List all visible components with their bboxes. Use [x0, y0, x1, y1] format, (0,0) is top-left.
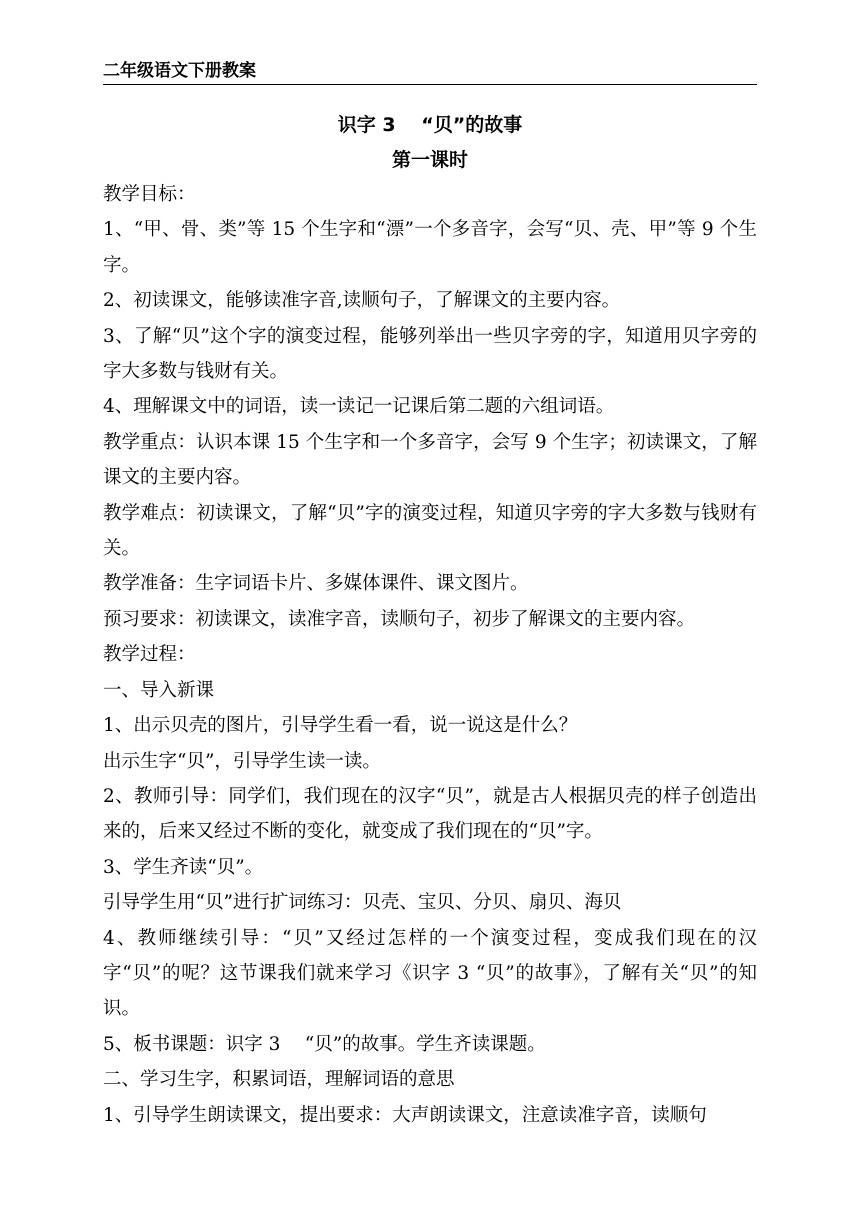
paragraph: 1、“甲、骨、类”等 15 个生字和“漂”一个多音字，会写“贝、壳、甲”等 9 个生字。: [103, 219, 757, 276]
lesson-title: 识字 3 “贝”的故事: [337, 114, 523, 136]
paragraph: 教学准备：生字词语卡片、多媒体课件、课文图片。: [103, 573, 529, 595]
paragraph: 3、了解“贝”这个字的演变过程，能够列举出一些贝字旁的字，知道用贝字旁的字大多数与钱财有关。: [103, 325, 757, 383]
paragraph: 二、学习生字，积累词语，理解词语的意思: [103, 1069, 455, 1091]
paragraph: 教学重点：认识本课 15 个生字和一个多音字，会写 9 个生字；初读课文，了解课文的主要内容。: [103, 431, 757, 489]
paragraph: 教学目标：: [103, 184, 196, 205]
paragraph: 教学过程：: [103, 644, 196, 666]
lesson-subtitle: 第一课时: [391, 149, 468, 171]
header-divider: [103, 84, 757, 85]
document-body: [103, 177, 757, 1133]
paragraph: 5、板书课题：识字 3 “贝”的故事。学生齐读课题。: [103, 1033, 546, 1055]
paragraph: 1、出示贝壳的图片，引导学生看一看，说一说这是什么？: [103, 715, 578, 737]
paragraph: 4、理解课文中的词语，读一读记一记课后第二题的六组词语。: [103, 396, 615, 418]
paragraph: 2、教师引导：同学们，我们现在的汉字“贝”，就是古人根据贝壳的样子创造出来的，后来又经过不断的变化，就变成了我们现在的“贝”字。: [103, 785, 757, 843]
paragraph: 教学难点：初读课文，了解“贝”字的演变过程，知道贝字旁的字大多数与钱财有关。: [103, 502, 757, 560]
paragraph: 4、教师继续引导：“贝”又经过怎样的一个演变过程，变成我们现在的汉字“贝”的呢？这节课我们就来学习《识字 3 “贝”的故事》，了解有关“贝”的知识。: [103, 927, 757, 1020]
paragraph: 2、初读课文，能够读准字音,读顺句子，了解课文的主要内容。: [103, 290, 621, 312]
page-header: 二年级语文下册教案: [103, 61, 256, 81]
paragraph: 一、导入新课: [103, 679, 215, 701]
paragraph: 引导学生用“贝”进行扩词练习：贝壳、宝贝、分贝、扇贝、海贝: [103, 892, 622, 914]
paragraph: 3、学生齐读“贝”。: [103, 856, 264, 878]
paragraph: 出示生字“贝”，引导学生读一读。: [103, 750, 381, 772]
paragraph: 预习要求：初读课文，读准字音，读顺句子，初步了解课文的主要内容。: [103, 608, 696, 630]
paragraph: 1、引导学生朗读课文，提出要求：大声朗读课文，注意读准字音，读顺句: [103, 1104, 707, 1126]
